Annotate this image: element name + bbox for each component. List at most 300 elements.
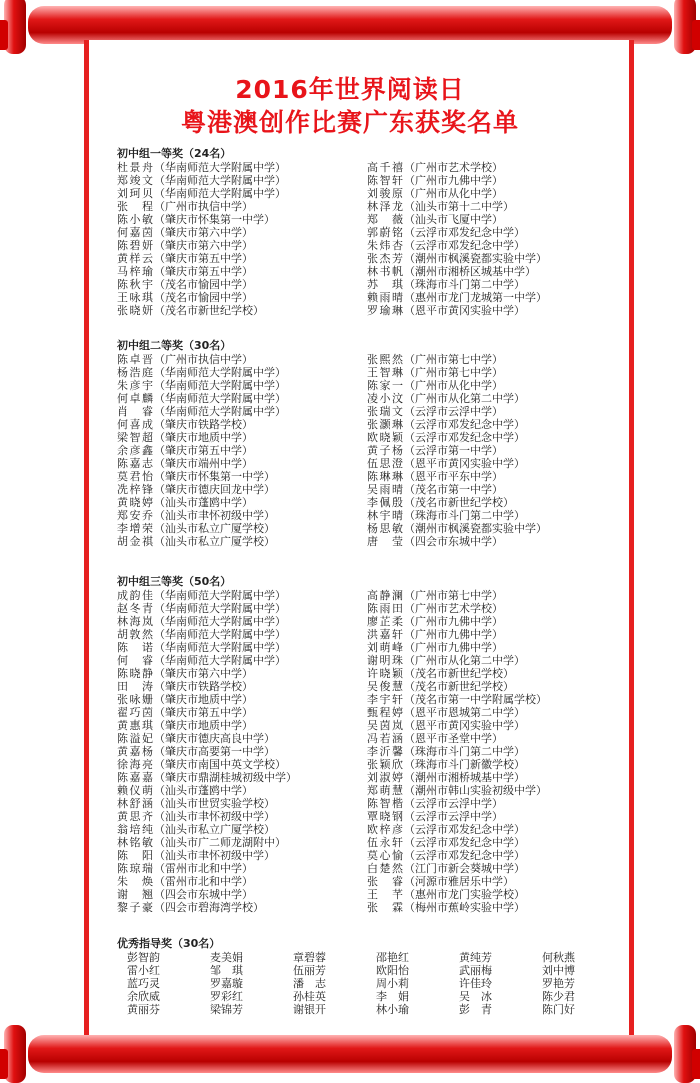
winner-name: 刘淑婷 <box>367 771 403 784</box>
teacher-name: 罗艳芳 <box>542 977 575 990</box>
winner-row <box>367 187 617 200</box>
winner-row <box>117 589 367 602</box>
winner-name: 朱炜杏 <box>367 239 403 252</box>
winner-name: 冯若涵 <box>367 732 403 745</box>
winner-school: （肇庆市地质中学） <box>154 693 253 706</box>
winner-row <box>117 239 367 252</box>
winner-name: 廖芷柔 <box>367 615 403 628</box>
winner-school: （华南师范大学附属中学） <box>154 366 286 379</box>
winner-school: （珠海市斗门第二中学） <box>404 509 525 522</box>
winner-row <box>117 641 367 654</box>
winner-name: 王 芊 <box>367 888 403 901</box>
winner-school: （汕头市广二师龙湖附中） <box>154 836 286 849</box>
winner-school: （惠州市龙门龙城第一中学） <box>404 291 547 304</box>
winner-name: 谢明珠 <box>367 654 403 667</box>
winner-school: （华南师范大学附属中学） <box>154 405 286 418</box>
winner-school: （肇庆市怀集第一中学） <box>154 470 275 483</box>
winner-row <box>117 265 367 278</box>
winner-row <box>117 431 367 444</box>
winner-name: 高静澜 <box>367 589 403 602</box>
winner-name: 罗瑜琳 <box>367 304 403 317</box>
winner-school: （广州市从化中学） <box>404 379 503 392</box>
winner-name: 郑安乔 <box>117 509 153 522</box>
winner-name: 林海岚 <box>117 615 153 628</box>
winner-row <box>367 693 617 706</box>
winner-name: 何嘉茵 <box>117 226 153 239</box>
winner-name: 李沂馨 <box>367 745 403 758</box>
winner-name: 刘骏原 <box>367 187 403 200</box>
winner-row <box>367 200 617 213</box>
winner-name: 刘萌峰 <box>367 641 403 654</box>
left-column <box>117 353 367 548</box>
winner-row <box>117 392 367 405</box>
winner-row <box>117 418 367 431</box>
winner-school: （肇庆市南国中英文学校） <box>154 758 286 771</box>
teacher-name: 何秋燕 <box>542 951 575 964</box>
winner-row <box>117 291 367 304</box>
winner-name: 张 程 <box>117 200 153 213</box>
winner-name: 伍永轩 <box>367 836 403 849</box>
teacher-name: 雷小红 <box>127 964 160 977</box>
winner-school: （肇庆市德庆回龙中学） <box>154 483 275 496</box>
winner-row <box>117 405 367 418</box>
winner-school: （广州市从化第二中学） <box>404 654 525 667</box>
section-first-prize <box>117 147 617 317</box>
winner-row <box>117 771 367 784</box>
winner-row <box>117 667 367 680</box>
winner-row <box>367 405 617 418</box>
winner-row <box>117 732 367 745</box>
winner-school: （汕头市第十二中学） <box>404 200 514 213</box>
scroll-cap-right <box>692 20 700 50</box>
winner-row <box>117 496 367 509</box>
winner-row <box>117 353 367 366</box>
winner-name: 成韵佳 <box>117 589 153 602</box>
winner-name: 刘珂贝 <box>117 187 153 200</box>
winner-row <box>117 615 367 628</box>
winner-school: （汕头市私立广厦学校） <box>154 823 275 836</box>
winner-school: （四会市东城中学） <box>154 888 253 901</box>
winner-school: （广州市艺术学校） <box>404 161 503 174</box>
winner-name: 白楚然 <box>367 862 403 875</box>
winner-school: （雷州市北和中学） <box>154 862 253 875</box>
winner-row <box>367 810 617 823</box>
winner-name: 陈智楷 <box>367 797 403 810</box>
winner-name: 黄晓婷 <box>117 496 153 509</box>
winner-name: 林铭敏 <box>117 836 153 849</box>
winner-school: （汕头市聿怀初级中学） <box>154 810 275 823</box>
winner-school: （肇庆市第五中学） <box>154 706 253 719</box>
winner-row <box>117 823 367 836</box>
winner-row <box>117 719 367 732</box>
winner-school: （广州市艺术学校） <box>404 602 503 615</box>
scroll-cap-left <box>0 20 8 50</box>
winner-row <box>367 226 617 239</box>
winner-name: 徐海亮 <box>117 758 153 771</box>
winner-row <box>367 174 617 187</box>
winner-row <box>367 353 617 366</box>
section-second-prize <box>117 339 617 548</box>
winner-row <box>117 304 367 317</box>
winner-school: （广州市从化中学） <box>404 187 503 200</box>
page-title: 2016年世界阅读日 <box>235 75 465 104</box>
winner-school: （珠海市斗门第二中学） <box>404 278 525 291</box>
winner-row <box>367 628 617 641</box>
winner-name: 欧梓彦 <box>367 823 403 836</box>
winner-name: 赖仪萌 <box>117 784 153 797</box>
winner-school: （汕头市聿怀初级中学） <box>154 509 275 522</box>
winner-row <box>367 823 617 836</box>
winner-row <box>367 719 617 732</box>
winner-name: 黄思齐 <box>117 810 153 823</box>
teacher-name: 邵艳红 <box>376 951 409 964</box>
winner-row <box>367 444 617 457</box>
winner-school: （河源市雅居乐中学） <box>404 875 514 888</box>
winner-row <box>367 589 617 602</box>
winner-school: （茂名市新世纪学校） <box>154 304 264 317</box>
winner-name: 杜景舟 <box>117 161 153 174</box>
winner-row <box>117 758 367 771</box>
winner-name: 甄程婷 <box>367 706 403 719</box>
scroll-cap-left <box>0 1049 8 1079</box>
winner-name: 陈智轩 <box>367 174 403 187</box>
teacher-name: 武丽梅 <box>459 964 492 977</box>
winner-row <box>117 174 367 187</box>
winner-school: （茂名市第一中学） <box>404 483 503 496</box>
winner-row <box>367 836 617 849</box>
winner-row <box>117 200 367 213</box>
winner-name: 陈雨田 <box>367 602 403 615</box>
winner-name: 张 霖 <box>367 901 403 914</box>
winner-row <box>367 392 617 405</box>
teacher-name: 周小莉 <box>376 977 409 990</box>
winner-row <box>367 239 617 252</box>
winner-school: （华南师范大学附属中学） <box>154 628 286 641</box>
winner-name: 王智琳 <box>367 366 403 379</box>
winner-row <box>367 161 617 174</box>
winner-name: 郭蔚铭 <box>367 226 403 239</box>
winner-name: 翟巧茵 <box>117 706 153 719</box>
winner-row <box>117 628 367 641</box>
winner-school: （广州市九佛中学） <box>404 174 503 187</box>
winner-school: （云浮市第一中学） <box>404 444 503 457</box>
winner-row <box>117 444 367 457</box>
winner-row <box>117 888 367 901</box>
teacher-name: 罗彩红 <box>210 990 243 1003</box>
winner-name: 余彦鑫 <box>117 444 153 457</box>
winner-name: 郑萌慧 <box>367 784 403 797</box>
winner-school: （广州市执信中学） <box>154 200 253 213</box>
teacher-name: 陈门好 <box>542 1003 575 1016</box>
winner-school: （云浮市云浮中学） <box>404 797 503 810</box>
winner-name: 张咏姗 <box>117 693 153 706</box>
winner-school: （汕头市私立广厦学校） <box>154 535 275 548</box>
winner-row <box>117 901 367 914</box>
winner-school: （肇庆市第六中学） <box>154 226 253 239</box>
winner-school: （茂名市第一中学附属学校） <box>404 693 547 706</box>
winner-school: （茂名市新世纪学校） <box>404 680 514 693</box>
teacher-name: 黄丽芬 <box>127 1003 160 1016</box>
winner-name: 陈 阳 <box>117 849 153 862</box>
winner-row <box>367 745 617 758</box>
teacher-name: 刘中博 <box>542 964 575 977</box>
winner-row <box>367 509 617 522</box>
winner-row <box>117 680 367 693</box>
winner-row <box>367 483 617 496</box>
winner-name: 何 睿 <box>117 654 153 667</box>
winner-school: （梅州市蕉岭实验中学） <box>404 901 525 914</box>
winner-name: 李佩殷 <box>367 496 403 509</box>
winner-school: （茂名市愉园中学） <box>154 291 253 304</box>
winner-row <box>117 213 367 226</box>
winner-school: （潮州市枫溪瓷都实验中学） <box>404 522 547 535</box>
section-heading: 初中组一等奖（24名） <box>117 147 232 160</box>
winner-name: 林宇晴 <box>367 509 403 522</box>
winner-name: 吴茵岚 <box>367 719 403 732</box>
winner-school: （云浮市邓发纪念中学） <box>404 849 525 862</box>
winner-school: （华南师范大学附属中学） <box>154 641 286 654</box>
winner-school: （茂名市新世纪学校） <box>404 667 514 680</box>
winner-row <box>117 654 367 667</box>
winner-name: 李宇轩 <box>367 693 403 706</box>
winner-school: （广州市九佛中学） <box>404 615 503 628</box>
winner-row <box>367 366 617 379</box>
scroll-bottom-rod <box>28 1035 672 1073</box>
winner-school: （云浮市云浮中学） <box>404 405 503 418</box>
winner-name: 欧晓颖 <box>367 431 403 444</box>
winner-school: （华南师范大学附属中学） <box>154 654 286 667</box>
winner-name: 张杰芳 <box>367 252 403 265</box>
winner-school: （云浮市邓发纪念中学） <box>404 226 525 239</box>
scroll-top-rod <box>28 6 672 44</box>
winner-school: （潮州市湘桥城基中学） <box>404 771 525 784</box>
winner-row <box>117 745 367 758</box>
winner-row <box>367 522 617 535</box>
winner-name: 陈溢妃 <box>117 732 153 745</box>
teacher-name: 黄纯芳 <box>459 951 492 964</box>
winner-row <box>367 379 617 392</box>
winner-name: 吴俊慧 <box>367 680 403 693</box>
section-teacher-award <box>117 937 617 1016</box>
winner-school: （肇庆市铁路学校） <box>154 680 253 693</box>
winner-name: 杨浩庭 <box>117 366 153 379</box>
winner-name: 莫君怡 <box>117 470 153 483</box>
winner-school: （华南师范大学附属中学） <box>154 379 286 392</box>
winner-row <box>367 888 617 901</box>
left-column <box>117 161 367 317</box>
winner-school: （四会市东城中学） <box>404 535 503 548</box>
winner-name: 陈晓静 <box>117 667 153 680</box>
teacher-name: 麦美娟 <box>210 951 243 964</box>
winner-row <box>117 875 367 888</box>
winner-row <box>367 304 617 317</box>
winner-school: （潮州市枫溪瓷都实验中学） <box>404 252 547 265</box>
winner-school: （肇庆市鼎湖桂城初级中学） <box>154 771 297 784</box>
winner-school: （云浮市邓发纪念中学） <box>404 431 525 444</box>
winner-row <box>117 849 367 862</box>
winner-school: （恩平市黄冈实验中学） <box>404 719 525 732</box>
winner-school: （肇庆市第五中学） <box>154 252 253 265</box>
winner-name: 杨思敏 <box>367 522 403 535</box>
winner-school: （广州市第七中学） <box>404 366 503 379</box>
teacher-name: 彭 青 <box>459 1003 492 1016</box>
winner-row <box>367 732 617 745</box>
winner-row <box>117 535 367 548</box>
teacher-name: 李 娟 <box>376 990 409 1003</box>
winner-name: 张晓妍 <box>117 304 153 317</box>
winner-name: 郑竣文 <box>117 174 153 187</box>
winner-name: 陈 诺 <box>117 641 153 654</box>
section-heading: 优秀指导奖（30名） <box>117 937 221 950</box>
winner-name: 朱 焕 <box>117 875 153 888</box>
winner-name: 唐 莹 <box>367 535 403 548</box>
winner-school: （汕头市世贸实验学校） <box>154 797 275 810</box>
winner-row <box>117 522 367 535</box>
winner-school: （肇庆市高要第一中学） <box>154 745 275 758</box>
winner-row <box>367 265 617 278</box>
winner-name: 赵冬青 <box>117 602 153 615</box>
winner-row <box>367 784 617 797</box>
teacher-grid <box>127 951 617 1016</box>
section-third-prize <box>117 575 617 914</box>
winner-school: （华南师范大学附属中学） <box>154 602 286 615</box>
winner-school: （茂名市愉园中学） <box>154 278 253 291</box>
winner-school: （恩平市黄冈实验中学） <box>404 457 525 470</box>
winner-name: 谢 翘 <box>117 888 153 901</box>
winner-name: 吴雨晴 <box>367 483 403 496</box>
teacher-name: 余欣威 <box>127 990 160 1003</box>
winner-school: （潮州市韩山实验初级中学） <box>404 784 547 797</box>
winner-name: 赖雨晴 <box>367 291 403 304</box>
winner-row <box>117 693 367 706</box>
winner-school: （华南师范大学附属中学） <box>154 187 286 200</box>
winner-row <box>117 784 367 797</box>
teacher-name: 罗嘉璇 <box>210 977 243 990</box>
winner-school: （惠州市龙门实验学校） <box>404 888 525 901</box>
winner-name: 凌小汶 <box>367 392 403 405</box>
winner-row <box>117 161 367 174</box>
winner-row <box>367 758 617 771</box>
winner-name: 洪嘉轩 <box>367 628 403 641</box>
winner-name: 李增荣 <box>117 522 153 535</box>
winner-name: 肖 睿 <box>117 405 153 418</box>
winner-row <box>367 418 617 431</box>
winner-school: （恩平市平东中学） <box>404 470 503 483</box>
teacher-name: 陈少君 <box>542 990 575 1003</box>
section-heading: 初中组二等奖（30名） <box>117 339 232 352</box>
winner-name: 梁智超 <box>117 431 153 444</box>
teacher-name: 彭智韵 <box>127 951 160 964</box>
winner-name: 陈琼瑞 <box>117 862 153 875</box>
teacher-name: 孙桂英 <box>293 990 326 1003</box>
teacher-name: 欧阳怡 <box>376 964 409 977</box>
winner-name: 张颖欣 <box>367 758 403 771</box>
teacher-name: 蓝巧灵 <box>127 977 160 990</box>
winner-school: （云浮市云浮中学） <box>404 810 503 823</box>
winner-name: 陈琳琳 <box>367 470 403 483</box>
right-column <box>367 353 617 548</box>
winner-row <box>117 483 367 496</box>
winner-row <box>117 252 367 265</box>
winner-school: （华南师范大学附属中学） <box>154 161 286 174</box>
winner-row <box>367 535 617 548</box>
winner-row <box>117 836 367 849</box>
teacher-name: 许佳玲 <box>459 977 492 990</box>
winner-name: 胡金祺 <box>117 535 153 548</box>
winner-name: 伍思澄 <box>367 457 403 470</box>
winner-name: 黄嘉杨 <box>117 745 153 758</box>
winner-name: 胡敦然 <box>117 628 153 641</box>
teacher-name: 吴 冰 <box>459 990 492 1003</box>
winner-school: （肇庆市铁路学校） <box>154 418 253 431</box>
teacher-name: 梁锦芳 <box>210 1003 243 1016</box>
winner-name: 田 涛 <box>117 680 153 693</box>
winner-school: （广州市第七中学） <box>404 353 503 366</box>
winner-row <box>117 862 367 875</box>
winner-row <box>117 187 367 200</box>
winner-name: 何卓麟 <box>117 392 153 405</box>
teacher-name: 伍丽芳 <box>293 964 326 977</box>
winner-name: 黄子杨 <box>367 444 403 457</box>
winner-school: （肇庆市第五中学） <box>154 265 253 278</box>
winner-school: （肇庆市第六中学） <box>154 667 253 680</box>
winner-school: （汕头市私立广厦学校） <box>154 522 275 535</box>
winner-name: 何喜成 <box>117 418 153 431</box>
winner-row <box>367 252 617 265</box>
teacher-name: 章碧蓉 <box>293 951 326 964</box>
winner-row <box>367 901 617 914</box>
winner-school: （恩平市恩城第二中学） <box>404 706 525 719</box>
right-column <box>367 589 617 914</box>
winner-name: 高千禧 <box>367 161 403 174</box>
winner-row <box>367 862 617 875</box>
winner-row <box>117 278 367 291</box>
scroll-cap-right <box>692 1049 700 1079</box>
winner-school: （潮州市湘桥区城基中学） <box>404 265 536 278</box>
winner-name: 黎子豪 <box>117 901 153 914</box>
teacher-name: 谢银开 <box>293 1003 326 1016</box>
page-subtitle: 粤港澳创作比赛广东获奖名单 <box>180 108 519 137</box>
winner-row <box>117 810 367 823</box>
winner-school: （广州市第七中学） <box>404 589 503 602</box>
winner-school: （肇庆市德庆高良中学） <box>154 732 275 745</box>
winner-row <box>117 457 367 470</box>
winner-school: （茂名市新世纪学校） <box>404 496 514 509</box>
winner-name: 陈秋宇 <box>117 278 153 291</box>
winner-school: （恩平市圣堂中学） <box>404 732 503 745</box>
winner-name: 张熙然 <box>367 353 403 366</box>
winner-name: 陈小敏 <box>117 213 153 226</box>
winner-school: （云浮市邓发纪念中学） <box>404 418 525 431</box>
winner-row <box>367 615 617 628</box>
winner-row <box>117 366 367 379</box>
winner-name: 黄样云 <box>117 252 153 265</box>
winner-row <box>367 680 617 693</box>
winner-row <box>367 496 617 509</box>
winner-school: （汕头市飞厦中学） <box>404 213 503 226</box>
winner-row <box>117 509 367 522</box>
winner-school: （汕头市蓬鸥中学） <box>154 496 253 509</box>
winner-row <box>367 654 617 667</box>
winner-school: （云浮市邓发纪念中学） <box>404 239 525 252</box>
section-heading: 初中组三等奖（50名） <box>117 575 232 588</box>
winner-name: 王咏琪 <box>117 291 153 304</box>
winner-school: （肇庆市端州中学） <box>154 457 253 470</box>
winner-school: （华南师范大学附属中学） <box>154 589 286 602</box>
winner-school: （江门市新会葵城中学） <box>404 862 525 875</box>
winner-school: （珠海市斗门新徽学校） <box>404 758 525 771</box>
left-column <box>117 589 367 914</box>
